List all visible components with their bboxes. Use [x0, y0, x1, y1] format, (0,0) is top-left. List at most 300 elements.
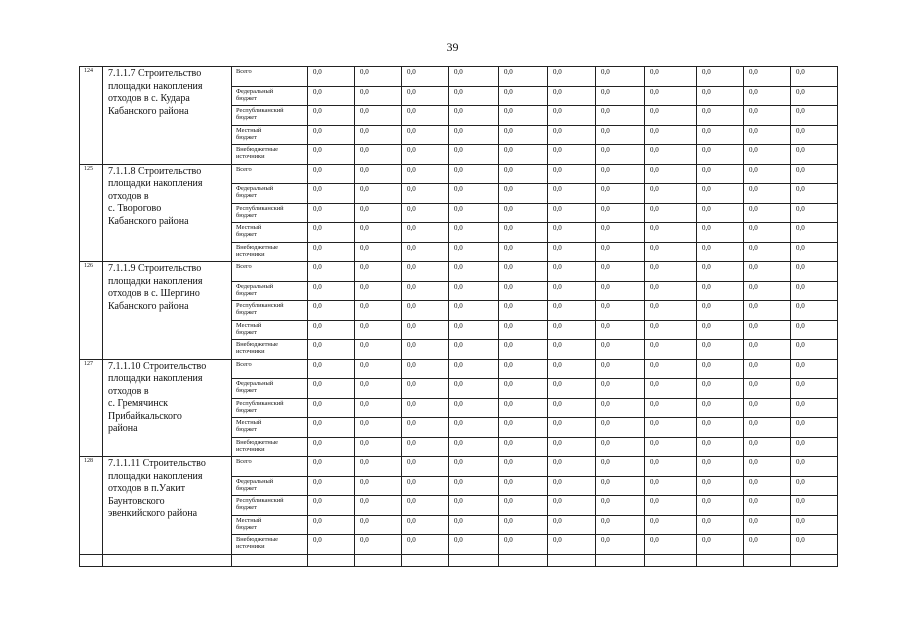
table-row — [80, 457, 838, 477]
amount-cell: 0,0 — [548, 320, 596, 340]
amount-cell: 0,0 — [697, 164, 744, 184]
funding-source: Всего — [232, 262, 308, 282]
amount-cell: 0,0 — [548, 145, 596, 165]
amount-cell: 0,0 — [791, 301, 838, 321]
amount-cell: 0,0 — [355, 203, 402, 223]
amount-cell: 0,0 — [791, 398, 838, 418]
amount-cell: 0,0 — [499, 379, 548, 399]
amount-cell: 0,0 — [645, 379, 697, 399]
amount-cell: 0,0 — [697, 106, 744, 126]
funding-source: Местный бюджет — [232, 320, 308, 340]
amount-cell: 0,0 — [449, 125, 499, 145]
amount-cell: 0,0 — [596, 223, 645, 243]
funding-source: Местный бюджет — [232, 418, 308, 438]
empty-cell — [80, 554, 103, 566]
funding-source: Республиканский бюджет — [232, 203, 308, 223]
amount-cell: 0,0 — [449, 496, 499, 516]
amount-cell: 0,0 — [548, 67, 596, 87]
amount-cell: 0,0 — [596, 515, 645, 535]
amount-cell: 0,0 — [645, 398, 697, 418]
amount-cell: 0,0 — [744, 125, 791, 145]
amount-cell: 0,0 — [596, 281, 645, 301]
amount-cell: 0,0 — [596, 86, 645, 106]
amount-cell: 0,0 — [402, 476, 449, 496]
amount-cell: 0,0 — [697, 203, 744, 223]
amount-cell: 0,0 — [308, 106, 355, 126]
amount-cell: 0,0 — [308, 125, 355, 145]
amount-cell: 0,0 — [402, 340, 449, 360]
amount-cell: 0,0 — [645, 67, 697, 87]
amount-cell: 0,0 — [499, 359, 548, 379]
amount-cell: 0,0 — [697, 223, 744, 243]
funding-source: Федеральный бюджет — [232, 281, 308, 301]
amount-cell: 0,0 — [308, 203, 355, 223]
amount-cell: 0,0 — [645, 164, 697, 184]
amount-cell: 0,0 — [402, 398, 449, 418]
amount-cell: 0,0 — [308, 418, 355, 438]
amount-cell: 0,0 — [744, 535, 791, 555]
amount-cell: 0,0 — [499, 242, 548, 262]
amount-cell: 0,0 — [744, 418, 791, 438]
amount-cell: 0,0 — [402, 145, 449, 165]
amount-cell: 0,0 — [645, 476, 697, 496]
amount-cell: 0,0 — [548, 184, 596, 204]
funding-source: Местный бюджет — [232, 125, 308, 145]
amount-cell: 0,0 — [645, 203, 697, 223]
amount-cell: 0,0 — [596, 242, 645, 262]
amount-cell: 0,0 — [697, 184, 744, 204]
row-number: 127 — [80, 359, 103, 457]
amount-cell: 0,0 — [308, 262, 355, 282]
amount-cell: 0,0 — [308, 398, 355, 418]
amount-cell: 0,0 — [499, 496, 548, 516]
amount-cell: 0,0 — [744, 262, 791, 282]
funding-source: Всего — [232, 359, 308, 379]
amount-cell: 0,0 — [499, 106, 548, 126]
funding-source: Федеральный бюджет — [232, 379, 308, 399]
amount-cell: 0,0 — [308, 164, 355, 184]
amount-cell: 0,0 — [744, 476, 791, 496]
amount-cell: 0,0 — [355, 515, 402, 535]
amount-cell: 0,0 — [449, 359, 499, 379]
amount-cell: 0,0 — [697, 281, 744, 301]
amount-cell: 0,0 — [697, 359, 744, 379]
amount-cell: 0,0 — [402, 496, 449, 516]
amount-cell: 0,0 — [402, 242, 449, 262]
amount-cell: 0,0 — [596, 418, 645, 438]
amount-cell: 0,0 — [355, 340, 402, 360]
amount-cell: 0,0 — [791, 86, 838, 106]
amount-cell: 0,0 — [355, 437, 402, 457]
amount-cell: 0,0 — [449, 398, 499, 418]
amount-cell: 0,0 — [402, 86, 449, 106]
funding-source: Федеральный бюджет — [232, 184, 308, 204]
amount-cell: 0,0 — [596, 262, 645, 282]
amount-cell: 0,0 — [744, 223, 791, 243]
amount-cell: 0,0 — [355, 67, 402, 87]
amount-cell: 0,0 — [791, 515, 838, 535]
amount-cell: 0,0 — [449, 301, 499, 321]
amount-cell: 0,0 — [499, 203, 548, 223]
amount-cell: 0,0 — [355, 496, 402, 516]
amount-cell: 0,0 — [697, 535, 744, 555]
amount-cell: 0,0 — [449, 67, 499, 87]
amount-cell: 0,0 — [744, 145, 791, 165]
amount-cell: 0,0 — [308, 535, 355, 555]
amount-cell: 0,0 — [449, 535, 499, 555]
activity-title: 7.1.1.7 Строительство площадки накопления отходов в с. Кудара Кабанского района — [103, 67, 232, 165]
amount-cell: 0,0 — [449, 476, 499, 496]
amount-cell: 0,0 — [697, 418, 744, 438]
amount-cell: 0,0 — [499, 457, 548, 477]
amount-cell: 0,0 — [596, 106, 645, 126]
amount-cell: 0,0 — [744, 164, 791, 184]
amount-cell: 0,0 — [308, 340, 355, 360]
amount-cell: 0,0 — [308, 223, 355, 243]
amount-cell: 0,0 — [645, 496, 697, 516]
amount-cell: 0,0 — [645, 457, 697, 477]
amount-cell: 0,0 — [499, 86, 548, 106]
amount-cell: 0,0 — [449, 320, 499, 340]
amount-cell: 0,0 — [499, 145, 548, 165]
amount-cell: 0,0 — [645, 184, 697, 204]
amount-cell: 0,0 — [548, 476, 596, 496]
amount-cell: 0,0 — [596, 67, 645, 87]
funding-source: Местный бюджет — [232, 223, 308, 243]
amount-cell: 0,0 — [791, 125, 838, 145]
amount-cell: 0,0 — [308, 437, 355, 457]
amount-cell: 0,0 — [308, 145, 355, 165]
amount-cell: 0,0 — [402, 164, 449, 184]
amount-cell: 0,0 — [791, 320, 838, 340]
amount-cell: 0,0 — [548, 86, 596, 106]
amount-cell: 0,0 — [499, 67, 548, 87]
amount-cell: 0,0 — [645, 125, 697, 145]
empty-cell — [103, 554, 232, 566]
amount-cell: 0,0 — [645, 437, 697, 457]
empty-cell — [645, 554, 697, 566]
amount-cell: 0,0 — [744, 106, 791, 126]
amount-cell: 0,0 — [791, 476, 838, 496]
amount-cell: 0,0 — [355, 320, 402, 340]
amount-cell: 0,0 — [449, 164, 499, 184]
row-number: 126 — [80, 262, 103, 360]
amount-cell: 0,0 — [596, 476, 645, 496]
amount-cell: 0,0 — [548, 457, 596, 477]
row-number: 124 — [80, 67, 103, 165]
amount-cell: 0,0 — [645, 320, 697, 340]
amount-cell: 0,0 — [791, 340, 838, 360]
amount-cell: 0,0 — [645, 262, 697, 282]
amount-cell: 0,0 — [744, 242, 791, 262]
amount-cell: 0,0 — [402, 106, 449, 126]
funding-source: Республиканский бюджет — [232, 106, 308, 126]
amount-cell: 0,0 — [548, 359, 596, 379]
amount-cell: 0,0 — [308, 476, 355, 496]
amount-cell: 0,0 — [596, 184, 645, 204]
funding-source: Федеральный бюджет — [232, 476, 308, 496]
amount-cell: 0,0 — [596, 437, 645, 457]
amount-cell: 0,0 — [791, 496, 838, 516]
amount-cell: 0,0 — [499, 281, 548, 301]
amount-cell: 0,0 — [548, 223, 596, 243]
amount-cell: 0,0 — [449, 242, 499, 262]
amount-cell: 0,0 — [645, 242, 697, 262]
funding-source: Федеральный бюджет — [232, 86, 308, 106]
amount-cell: 0,0 — [449, 86, 499, 106]
amount-cell: 0,0 — [499, 535, 548, 555]
amount-cell: 0,0 — [697, 476, 744, 496]
amount-cell: 0,0 — [744, 281, 791, 301]
amount-cell: 0,0 — [744, 86, 791, 106]
amount-cell: 0,0 — [449, 106, 499, 126]
funding-source: Местный бюджет — [232, 515, 308, 535]
amount-cell: 0,0 — [744, 320, 791, 340]
amount-cell: 0,0 — [355, 476, 402, 496]
amount-cell: 0,0 — [791, 145, 838, 165]
amount-cell: 0,0 — [499, 515, 548, 535]
amount-cell: 0,0 — [697, 242, 744, 262]
amount-cell: 0,0 — [791, 418, 838, 438]
amount-cell: 0,0 — [744, 203, 791, 223]
row-number: 128 — [80, 457, 103, 555]
amount-cell: 0,0 — [308, 457, 355, 477]
amount-cell: 0,0 — [402, 262, 449, 282]
amount-cell: 0,0 — [499, 223, 548, 243]
amount-cell: 0,0 — [645, 515, 697, 535]
amount-cell: 0,0 — [449, 457, 499, 477]
amount-cell: 0,0 — [697, 515, 744, 535]
empty-cell — [596, 554, 645, 566]
amount-cell: 0,0 — [402, 223, 449, 243]
empty-cell — [355, 554, 402, 566]
amount-cell: 0,0 — [308, 496, 355, 516]
amount-cell: 0,0 — [499, 262, 548, 282]
amount-cell: 0,0 — [791, 106, 838, 126]
table-row — [80, 164, 838, 184]
amount-cell: 0,0 — [499, 437, 548, 457]
amount-cell: 0,0 — [645, 340, 697, 360]
amount-cell: 0,0 — [355, 398, 402, 418]
activity-title: 7.1.1.9 Строительство площадки накопления отходов в с. Шергино Кабанского района — [103, 262, 232, 360]
amount-cell: 0,0 — [548, 515, 596, 535]
amount-cell: 0,0 — [645, 359, 697, 379]
amount-cell: 0,0 — [499, 320, 548, 340]
amount-cell: 0,0 — [499, 398, 548, 418]
funding-source: Внебюджетные источники — [232, 535, 308, 555]
table-body — [80, 67, 838, 567]
table-bottom-padding — [80, 554, 838, 566]
amount-cell: 0,0 — [548, 496, 596, 516]
amount-cell: 0,0 — [402, 184, 449, 204]
amount-cell: 0,0 — [744, 437, 791, 457]
amount-cell: 0,0 — [355, 262, 402, 282]
amount-cell: 0,0 — [744, 340, 791, 360]
amount-cell: 0,0 — [402, 515, 449, 535]
empty-cell — [402, 554, 449, 566]
amount-cell: 0,0 — [355, 379, 402, 399]
amount-cell: 0,0 — [697, 340, 744, 360]
empty-cell — [548, 554, 596, 566]
amount-cell: 0,0 — [449, 281, 499, 301]
amount-cell: 0,0 — [402, 437, 449, 457]
amount-cell: 0,0 — [596, 535, 645, 555]
amount-cell: 0,0 — [402, 301, 449, 321]
amount-cell: 0,0 — [548, 262, 596, 282]
row-number: 125 — [80, 164, 103, 262]
amount-cell: 0,0 — [499, 340, 548, 360]
amount-cell: 0,0 — [548, 418, 596, 438]
amount-cell: 0,0 — [308, 515, 355, 535]
amount-cell: 0,0 — [744, 359, 791, 379]
amount-cell: 0,0 — [791, 223, 838, 243]
amount-cell: 0,0 — [548, 106, 596, 126]
amount-cell: 0,0 — [791, 437, 838, 457]
amount-cell: 0,0 — [548, 125, 596, 145]
amount-cell: 0,0 — [308, 320, 355, 340]
amount-cell: 0,0 — [499, 184, 548, 204]
amount-cell: 0,0 — [449, 379, 499, 399]
amount-cell: 0,0 — [355, 418, 402, 438]
empty-cell — [791, 554, 838, 566]
empty-cell — [499, 554, 548, 566]
amount-cell: 0,0 — [449, 418, 499, 438]
amount-cell: 0,0 — [645, 145, 697, 165]
empty-cell — [744, 554, 791, 566]
amount-cell: 0,0 — [645, 223, 697, 243]
amount-cell: 0,0 — [744, 184, 791, 204]
amount-cell: 0,0 — [744, 515, 791, 535]
amount-cell: 0,0 — [697, 320, 744, 340]
activity-title: 7.1.1.11 Строительство площадки накопления отходов в п.Уакит Баунтовского эвенкийского района — [103, 457, 232, 555]
amount-cell: 0,0 — [402, 379, 449, 399]
amount-cell: 0,0 — [355, 281, 402, 301]
amount-cell: 0,0 — [548, 164, 596, 184]
amount-cell: 0,0 — [449, 515, 499, 535]
amount-cell: 0,0 — [449, 203, 499, 223]
amount-cell: 0,0 — [645, 106, 697, 126]
amount-cell: 0,0 — [499, 125, 548, 145]
amount-cell: 0,0 — [697, 125, 744, 145]
amount-cell: 0,0 — [596, 457, 645, 477]
amount-cell: 0,0 — [355, 106, 402, 126]
funding-source: Внебюджетные источники — [232, 145, 308, 165]
empty-cell — [308, 554, 355, 566]
amount-cell: 0,0 — [548, 535, 596, 555]
amount-cell: 0,0 — [791, 359, 838, 379]
amount-cell: 0,0 — [697, 262, 744, 282]
funding-source: Всего — [232, 164, 308, 184]
funding-source: Всего — [232, 457, 308, 477]
funding-source: Внебюджетные источники — [232, 242, 308, 262]
amount-cell: 0,0 — [402, 67, 449, 87]
table-row — [80, 359, 838, 379]
funding-source: Внебюджетные источники — [232, 340, 308, 360]
activity-title: 7.1.1.10 Строительство площадки накопления отходов в с. Гремячинск Прибайкальского района — [103, 359, 232, 457]
amount-cell: 0,0 — [402, 203, 449, 223]
empty-cell — [232, 554, 308, 566]
amount-cell: 0,0 — [645, 301, 697, 321]
amount-cell: 0,0 — [449, 145, 499, 165]
amount-cell: 0,0 — [402, 125, 449, 145]
page-number: 39 — [446, 40, 459, 54]
amount-cell: 0,0 — [449, 437, 499, 457]
amount-cell: 0,0 — [791, 184, 838, 204]
amount-cell: 0,0 — [645, 86, 697, 106]
amount-cell: 0,0 — [744, 67, 791, 87]
amount-cell: 0,0 — [791, 67, 838, 87]
amount-cell: 0,0 — [596, 125, 645, 145]
amount-cell: 0,0 — [548, 379, 596, 399]
amount-cell: 0,0 — [308, 184, 355, 204]
amount-cell: 0,0 — [499, 418, 548, 438]
amount-cell: 0,0 — [596, 203, 645, 223]
amount-cell: 0,0 — [791, 164, 838, 184]
amount-cell: 0,0 — [791, 379, 838, 399]
amount-cell: 0,0 — [596, 164, 645, 184]
empty-cell — [449, 554, 499, 566]
amount-cell: 0,0 — [548, 340, 596, 360]
amount-cell: 0,0 — [697, 496, 744, 516]
amount-cell: 0,0 — [791, 262, 838, 282]
amount-cell: 0,0 — [744, 496, 791, 516]
amount-cell: 0,0 — [355, 242, 402, 262]
amount-cell: 0,0 — [402, 457, 449, 477]
amount-cell: 0,0 — [548, 242, 596, 262]
amount-cell: 0,0 — [308, 379, 355, 399]
amount-cell: 0,0 — [402, 535, 449, 555]
amount-cell: 0,0 — [402, 418, 449, 438]
amount-cell: 0,0 — [449, 223, 499, 243]
amount-cell: 0,0 — [548, 398, 596, 418]
funding-source: Внебюджетные источники — [232, 437, 308, 457]
amount-cell: 0,0 — [355, 457, 402, 477]
amount-cell: 0,0 — [548, 437, 596, 457]
amount-cell: 0,0 — [791, 457, 838, 477]
amount-cell: 0,0 — [697, 457, 744, 477]
amount-cell: 0,0 — [645, 535, 697, 555]
amount-cell: 0,0 — [402, 359, 449, 379]
amount-cell: 0,0 — [499, 476, 548, 496]
amount-cell: 0,0 — [596, 496, 645, 516]
amount-cell: 0,0 — [596, 379, 645, 399]
amount-cell: 0,0 — [308, 301, 355, 321]
amount-cell: 0,0 — [449, 340, 499, 360]
amount-cell: 0,0 — [308, 359, 355, 379]
amount-cell: 0,0 — [449, 262, 499, 282]
amount-cell: 0,0 — [596, 301, 645, 321]
amount-cell: 0,0 — [355, 223, 402, 243]
amount-cell: 0,0 — [449, 184, 499, 204]
amount-cell: 0,0 — [645, 418, 697, 438]
amount-cell: 0,0 — [355, 125, 402, 145]
amount-cell: 0,0 — [596, 359, 645, 379]
amount-cell: 0,0 — [499, 164, 548, 184]
amount-cell: 0,0 — [308, 242, 355, 262]
funding-source: Республиканский бюджет — [232, 398, 308, 418]
amount-cell: 0,0 — [697, 398, 744, 418]
activity-title: 7.1.1.8 Строительство площадки накопления отходов в с. Творогово Кабанского района — [103, 164, 232, 262]
amount-cell: 0,0 — [596, 145, 645, 165]
amount-cell: 0,0 — [697, 301, 744, 321]
amount-cell: 0,0 — [499, 301, 548, 321]
amount-cell: 0,0 — [548, 301, 596, 321]
amount-cell: 0,0 — [355, 86, 402, 106]
amount-cell: 0,0 — [697, 67, 744, 87]
amount-cell: 0,0 — [548, 281, 596, 301]
table-row — [80, 67, 838, 87]
amount-cell: 0,0 — [697, 145, 744, 165]
